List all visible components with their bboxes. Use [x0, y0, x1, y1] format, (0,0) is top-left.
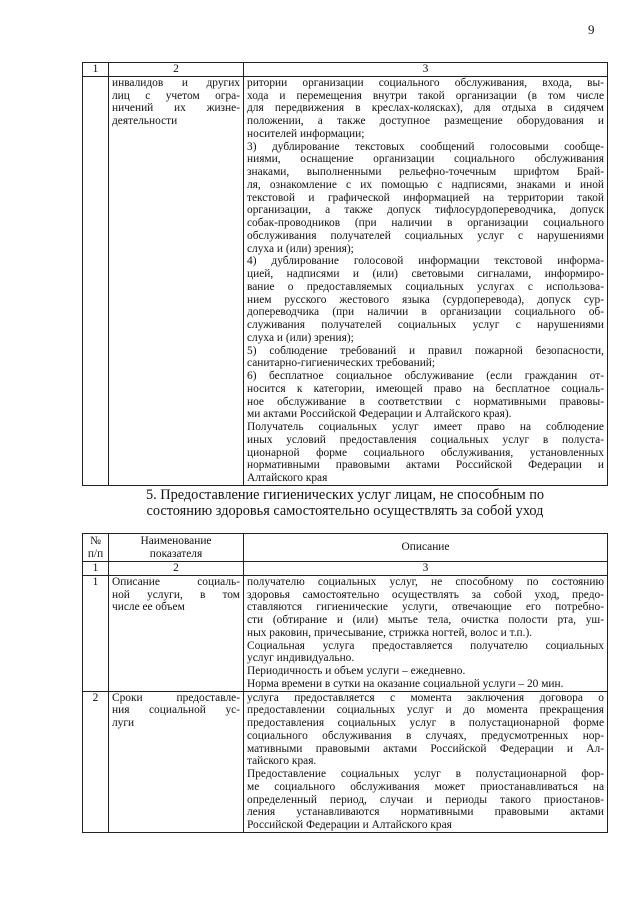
paragraph [112, 692, 240, 730]
column-number-row [83, 63, 608, 77]
text-line: Описание социаль- [112, 575, 240, 588]
text-line: Предоставление социальных услуг в полустационарной фор- [247, 768, 604, 780]
text-line: определенный период, случаи и периоды такого приостанов- [247, 793, 604, 806]
paragraph [247, 255, 604, 344]
paragraph [247, 640, 604, 666]
text-line: ной услуги, в том [112, 588, 240, 601]
text-line: ритории организации социального обслуживания, входа, вы- [247, 76, 604, 89]
text-line: обслуживания получателей социальных услуг с нарушениями [247, 229, 604, 242]
paragraph [247, 141, 604, 256]
text-line: нием русского жестового языка (сурдоперевода), допуск сур- [247, 293, 604, 306]
text-line: услуга предоставляется с момента заключения договора о [247, 691, 604, 704]
table-row [83, 691, 608, 832]
text-line: сти (обтирание и (или) мытье тела, очистка полости рта, уш- [247, 614, 604, 626]
colnum-3: 3 [244, 562, 608, 576]
row-number-cell [83, 76, 109, 485]
header-name-line: показателя [149, 548, 203, 560]
text-line: ния социальной ус- [112, 704, 240, 717]
text-line: санитарно-гигиенических требований; [247, 357, 436, 370]
table-row [83, 76, 608, 485]
text-line: текстовой и графической информацией на территории такой [247, 191, 604, 204]
text-line: числе ее объем [112, 601, 185, 614]
text-line: собак-проводников (при наличии в организации социального [247, 217, 604, 229]
text-line: луги [112, 717, 135, 729]
section-heading [82, 488, 608, 519]
paragraph [247, 678, 604, 691]
text-line: 6) бесплатное социальное обслуживание (если гражданин от- [247, 370, 604, 382]
page-number: 9 [588, 22, 595, 37]
text-line: Получатель социальных услуг имеет право на соблюдение [247, 421, 604, 433]
colnum-1: 1 [83, 562, 109, 576]
text-line: здоровья самостоятельно осуществлять за собой уход, предо- [247, 588, 604, 601]
text-line: для передвижения в креслах-колясках), для отдыха в сидячем [247, 102, 604, 115]
text-line: организации, а также допуск тифлосурдопереводчика, допуск [247, 204, 604, 217]
row-number-cell: 1 [83, 575, 109, 691]
text-line: Норма времени в сутки на оказание социальной услуги – 20 мин. [247, 677, 564, 690]
text-line: ми актами Российской Федерации и Алтайского края). [247, 408, 512, 421]
colnum-2: 2 [109, 63, 244, 77]
paragraph [112, 576, 240, 614]
row-number-cell: 2 [83, 691, 109, 832]
text-line: вание о предоставляемых социальных услугах с использова- [247, 280, 604, 293]
text-line: ставляются гигиенические услуги, отвечающие его потребно- [247, 601, 604, 614]
table-row [83, 575, 608, 691]
text-line: иных условий предоставления социальных услуг в полуста- [247, 433, 604, 446]
text-line: носится к категории, имеющей право на бесплатное социаль- [247, 382, 604, 395]
indicator-name-cell [109, 76, 244, 485]
colnum-2: 2 [109, 562, 244, 576]
column-number-row [83, 562, 608, 576]
header-name [109, 534, 244, 562]
text-line: Социальная услуга предоставляется получателю социальных [247, 639, 604, 652]
text-line: служивания получателей социальных услуг с нарушениями [247, 319, 604, 331]
paragraph [247, 576, 604, 640]
text-line: ционарной форме социального обслуживания, установленных [247, 446, 604, 459]
text-line: знаками, выполненными рельефно-точечным шрифтом Брай- [247, 166, 604, 178]
accessibility-conditions-table [82, 62, 608, 486]
description-cell [244, 691, 608, 832]
text-line: положении, а также доступное размещение оборудования и [247, 115, 604, 127]
text-line: допереводчика (при наличии в организации социального об- [247, 306, 604, 319]
text-line: ниями, оснащение организации социального обслуживания [247, 153, 604, 166]
text-line: цией, надписями и (или) световыми сигналами, информиро- [247, 268, 604, 280]
paragraph [247, 370, 604, 421]
text-line: деятельности [112, 115, 178, 127]
paragraph [112, 77, 240, 128]
paragraph [247, 421, 604, 485]
text-line: инвалидов и других [112, 76, 240, 89]
indicator-name-cell [109, 691, 244, 832]
text-line: слуха и (или) зрения); [247, 242, 354, 255]
colnum-1: 1 [83, 63, 109, 77]
text-line: тайского края. [247, 755, 317, 768]
text-line: лиц с учетом огра- [112, 89, 240, 102]
text-line: ных раковин, причесывание, стрижка ногтей, волос и т.п.). [247, 626, 533, 639]
text-line: 3) дублирование текстовых сообщений голосовыми сообще- [247, 140, 604, 153]
text-line: ничений их жизне- [112, 102, 240, 115]
paragraph [247, 345, 604, 371]
text-line: получателю социальных услуг, не способному по состоянию [247, 575, 604, 588]
text-line: ления устанавливаются нормативными правовыми актами [247, 806, 604, 819]
section-heading-line: состоянию здоровья самостоятельно осуществлять за собой уход [146, 502, 544, 519]
header-row [83, 534, 608, 562]
paragraph [247, 768, 604, 832]
text-line: предоставления социальных услуг в полустационарной форме [247, 717, 604, 729]
section-heading-line: 5. Предоставление гигиенических услуг лицам, не способным по [145, 487, 545, 503]
text-line: Сроки предоставле- [112, 691, 240, 704]
header-name-line: Наименование [140, 535, 212, 547]
text-line: ля, ознакомление с их помощью с надписями, знаками и иной [247, 178, 604, 191]
paragraph [247, 77, 604, 141]
hygiene-services-table [82, 533, 608, 833]
indicator-name-cell [109, 575, 244, 691]
text-line: 4) дублирование голосовой информации текстовой информа- [247, 255, 604, 268]
text-line: Алтайского края [247, 472, 328, 484]
text-line: нормативными правовыми актами Российской Федерации и [247, 459, 604, 472]
text-line: Российской Федерации и Алтайского края [247, 819, 452, 831]
paragraph [247, 692, 604, 769]
text-line: социального обслуживания в случаях, предусмотренных нор- [247, 729, 604, 742]
text-line: мативными правовыми актами Российской Федерации и Ал- [247, 742, 604, 755]
text-line: ное обслуживание в соответствии с нормативными правовы- [247, 395, 604, 408]
header-number-line: п/п [87, 548, 104, 560]
text-line: слуха и (или) зрения); [247, 331, 354, 344]
header-number-line: № [90, 535, 101, 547]
colnum-3: 3 [244, 63, 608, 77]
text-line: хода и перемещения внутри такой организации (в том числе [247, 89, 604, 102]
text-line: предоставлении социальных услуг и до момента прекращения [247, 704, 604, 717]
header-description: Описание [244, 534, 608, 562]
description-cell [244, 76, 608, 485]
header-number [83, 534, 109, 562]
text-line: Периодичность и объем услуги – ежедневно. [247, 665, 466, 677]
description-cell [244, 575, 608, 691]
text-line: ме социального обслуживания может приостанавливаться на [247, 780, 604, 793]
text-line: услуг индивидуально. [247, 652, 355, 665]
text-line: носителей информации; [247, 127, 365, 140]
paragraph [247, 665, 604, 678]
text-line: 5) соблюдение требований и правил пожарной безопасности, [247, 344, 604, 357]
